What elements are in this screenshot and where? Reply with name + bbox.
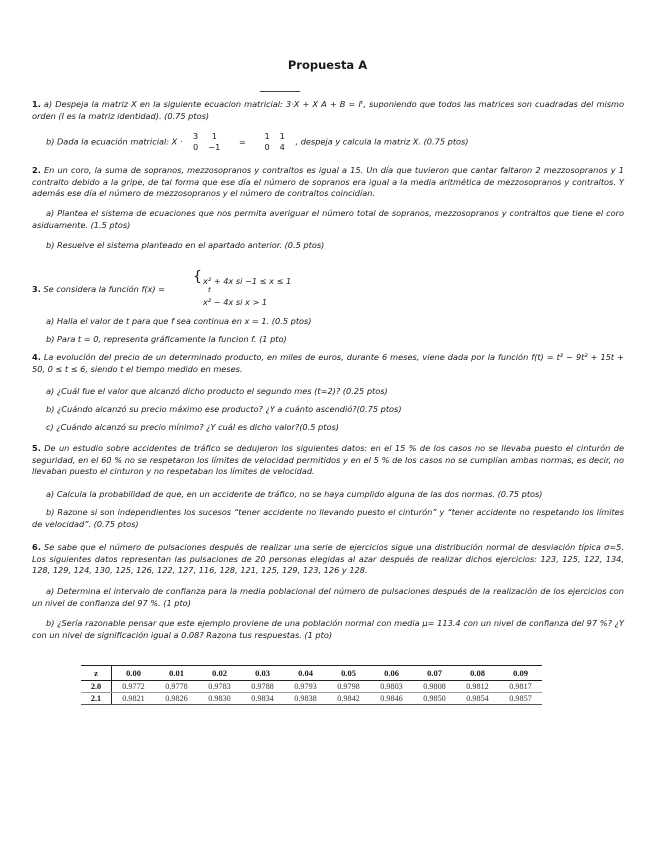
- table-cell: 0.9834: [241, 693, 284, 705]
- question-2-a: a) Plantea el sistema de ecuaciones que nos permita averiguar el número total de sopranos, mezzosopranos y contraltos que tiene el coro asiduamente. (1.5 ptos): [32, 208, 624, 230]
- table-header-row: [81, 666, 542, 681]
- table-cell: 0.9826: [155, 693, 198, 705]
- question-6-text: Se sabe que el número de pulsaciones después de realizar una serie de ejercicios sigue una distribución normal de desviación típica σ=5. Los siguientes datos representan las pulsaciones de 20 personas elegidas al azar después de realizar dichos ejercicios: 123, 125, 122, 134, 128, 129, 124, 130, 125, 126, 122, 127, 116, 128, 121, 125, 129, 123, 126 y 128.: [32, 542, 624, 576]
- question-5-statement: [32, 443, 624, 478]
- question-2-b: b) Resuelve el sistema planteado en el apartado anterior. (0.5 ptos): [46, 240, 325, 250]
- matrix-b-cell: 1: [279, 131, 285, 141]
- matrix-a-cell: 1: [211, 131, 217, 141]
- table-header-cell: 0.09: [499, 666, 542, 681]
- question-2-statement: [32, 165, 624, 200]
- question-2-number: 2.: [32, 165, 41, 175]
- table-row: [81, 681, 542, 693]
- question-1-a: [32, 99, 624, 122]
- question-3-lead: Se considera la función f(x) =: [43, 284, 166, 294]
- table-header-cell: 0.06: [370, 666, 413, 681]
- page-title: Propuesta A: [287, 58, 368, 72]
- piecewise-brace: {: [193, 269, 202, 285]
- question-1-b-tail: , despeja y calcula la matriz X. (0.75 ptos): [295, 136, 469, 147]
- matrix-a-cell: −1: [208, 142, 221, 152]
- piecewise-case-2: x² − 4x si x > 1: [203, 297, 268, 307]
- table-cell: 0.9803: [370, 681, 413, 693]
- table-cell: 0.9798: [327, 681, 370, 693]
- table-cell: 0.9812: [456, 681, 499, 693]
- equals-sign: =: [238, 136, 246, 147]
- table-header-cell: 0.01: [155, 666, 198, 681]
- table-header-cell: z: [81, 666, 112, 681]
- title-underline: [260, 91, 300, 92]
- question-1-a-text: a) Despeja la matriz X en la siguiente ecuacion matricial: 3·X + X A + B = Iᵗ, suponiendo que todos las matrices son cuadradas del mismo orden (I es la matriz identidad). (0.75 ptos): [32, 99, 624, 121]
- question-4-a: a) ¿Cuál fue el valor que alcanzó dicho producto el segundo mes (t=2)? (0.25 ptos): [46, 386, 388, 396]
- piecewise-case-1: x² + 4x si −1 ≤ x ≤ 1: [203, 276, 292, 286]
- table-cell: 0.9817: [499, 681, 542, 693]
- table-header-cell: 0.03: [241, 666, 284, 681]
- table-cell: 0.9838: [284, 693, 327, 705]
- table-row: [81, 693, 542, 705]
- question-6-b: b) ¿Sería razonable pensar que este ejemplo proviene de una población normal con media μ= 113.4 con un nivel de confianza del 97 %? ¿Y con un nivel de significación igual a 0.08? Razona tus respuestas. (1 pto): [32, 618, 624, 640]
- matrix-a: [188, 131, 225, 153]
- table-cell: 2.1: [81, 693, 112, 705]
- table-cell: 0.9788: [241, 681, 284, 693]
- question-4-number: 4.: [32, 352, 41, 362]
- table-header-cell: 0.02: [198, 666, 241, 681]
- question-6-a: a) Determina el intervalo de confianza para la media poblacional del número de pulsaciones después de la realización de los ejercicios con un nivel de confianza del 97 %. (1 pto): [32, 586, 624, 608]
- matrix-b-cell: 0: [264, 142, 270, 152]
- question-4-c: c) ¿Cuándo alcanzó su precio mínimo? ¿Y cuál es dicho valor?(0.5 ptos): [46, 422, 339, 432]
- table-cell: 0.9821: [112, 693, 156, 705]
- question-5-b: b) Razone si son independientes los sucesos “tener accidente no llevando puesto el cinturón” y “tener accidente no respetando los límites de velocidad”. (0.75 ptos): [32, 507, 624, 529]
- table-cell: 0.9842: [327, 693, 370, 705]
- table-header-cell: 0.07: [413, 666, 456, 681]
- question-4-text: La evolución del precio de un determinado producto, en miles de euros, durante 6 meses, viene dada por la función f(t) = t³ − 9t² + 15t + 50, 0 ≤ t ≤ 6, siendo t el tiempo medido en meses.: [32, 352, 624, 374]
- question-6-statement: [32, 542, 624, 577]
- question-5-number: 5.: [32, 443, 41, 453]
- table-cell: 0.9778: [155, 681, 198, 693]
- matrix-b-cell: 1: [264, 131, 270, 141]
- question-3-statement: [32, 284, 624, 296]
- question-6-number: 6.: [32, 542, 41, 552]
- normal-distribution-table: [81, 665, 542, 705]
- table-header-cell: 0.04: [284, 666, 327, 681]
- question-1-b: [46, 131, 624, 153]
- question-3-a: a) Halla el valor de t para que f sea continua en x = 1. (0.5 ptos): [46, 316, 312, 326]
- table-cell: 0.9772: [112, 681, 156, 693]
- matrix-a-cell: 3: [193, 131, 199, 141]
- table-header-cell: 0.08: [456, 666, 499, 681]
- matrix-b-cell: 4: [279, 142, 285, 152]
- question-3-number: 3.: [32, 284, 41, 294]
- table-cell: 0.9850: [413, 693, 456, 705]
- question-5-text: De un estudio sobre accidentes de tráfico se dedujeron los siguientes datos: en el 15 % de los casos no se llevaba puesto el cinturón de seguridad, en el 60 % no se respetaron los límites de velocidad permitidos y en el 5 % de los casos no se cumplían ambas normas, es decir, no llevaban puesto el cinturon y no respetaban los límites de velocidad.: [32, 443, 624, 477]
- piecewise-case-1-parameter: t: [208, 286, 211, 294]
- question-4-statement: [32, 352, 624, 375]
- question-2-text: En un coro, la suma de sopranos, mezzosopranos y contraltos es igual a 15. Un día que tuvieron que cantar faltaron 2 mezzosopranos y 1 contralto debido a la gripe, de tal forma que ese día el número de sopranos era igual a la media aritmética de mezzosopranos y contraltos. Y además ese día el número de mezzosopranos y el número de contraltos coincidían.: [32, 165, 624, 199]
- matrix-a-cell: 0: [193, 142, 199, 152]
- table-cell: 0.9808: [413, 681, 456, 693]
- matrix-b: [259, 131, 289, 153]
- table-cell: 0.9783: [198, 681, 241, 693]
- question-4-b: b) ¿Cuándo alcanzó su precio máximo ese producto? ¿Y a cuánto ascendió?(0.75 ptos): [46, 404, 402, 414]
- question-3-b: b) Para t = 0, representa gráficamente la funcion f. (1 pto): [46, 334, 287, 344]
- table-header-cell: 0.05: [327, 666, 370, 681]
- question-1-number: 1.: [32, 99, 41, 109]
- table-cell: 0.9857: [499, 693, 542, 705]
- table-cell: 2.0: [81, 681, 112, 693]
- table-cell: 0.9854: [456, 693, 499, 705]
- table-cell: 0.9793: [284, 681, 327, 693]
- table-cell: 0.9846: [370, 693, 413, 705]
- table-header-cell: 0.00: [112, 666, 156, 681]
- question-1-b-lead: b) Dada la ecuación matricial: X ·: [46, 136, 183, 147]
- table-cell: 0.9830: [198, 693, 241, 705]
- question-5-a: a) Calcula la probabilidad de que, en un accidente de tráfico, no se haya cumplido alguna de las dos normas. (0.75 ptos): [46, 489, 543, 499]
